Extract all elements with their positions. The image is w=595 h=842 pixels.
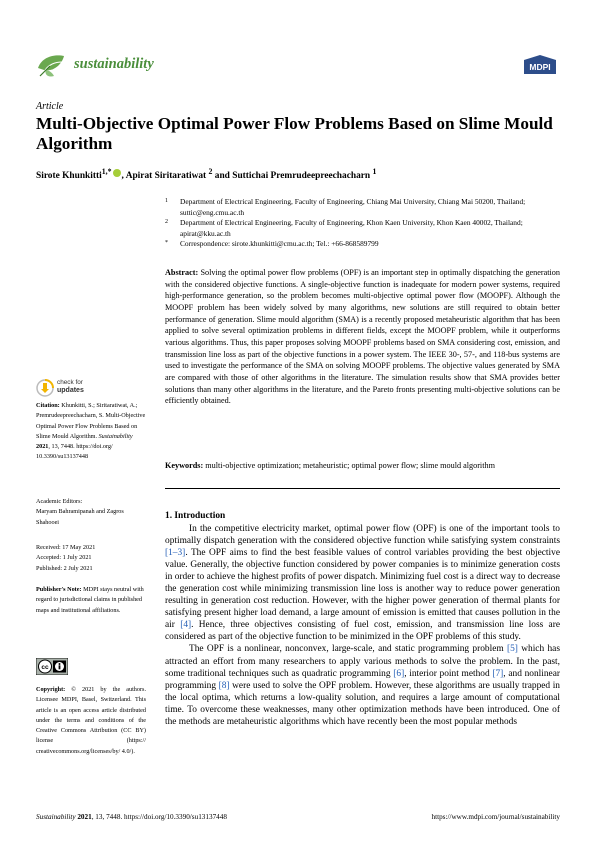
- citation-text: Khunkitti, S.; Siritaratiwat, A.; Premrudeepreechacharn, S. Multi-Objective Optimal Power Flow Problems Based on Slime Mould Algorithm.: [36, 402, 146, 440]
- cc-by-license-icon[interactable]: [36, 658, 68, 675]
- editors-names: Maryam Bahramipanah and Zagros Shahooei: [36, 508, 124, 526]
- introduction-body: [165, 523, 560, 728]
- check-for-updates-badge[interactable]: [36, 376, 136, 402]
- publication-dates: [36, 543, 146, 574]
- affiliation-text: Department of Electrical Engineering, Faculty of Engineering, Khon Kaen University, Khon Kaen 40002, Thailand; apirat@kku.ac.th: [180, 218, 523, 238]
- pubnote-text: MDPI stays neutral with regard to jurisdictional claims in published maps and institutional affiliations.: [36, 586, 144, 614]
- keywords: [165, 460, 560, 471]
- check-updates-icon: [36, 378, 54, 398]
- paragraph-text: which has attracted an effort from many researchers to apply various methods to solve the problem. In the past, some traditional techniques such as quadratic programming: [165, 644, 560, 679]
- paragraph-text: . The OPF aims to find the best feasible values of control variables providing the best objective value. Generally, the objective function considered by power companies is to minimize generation costs in order to achieve the highest profits of power dispatch. Minimizing fuel cost is a direct way to decrease the generation cost while minimizing transmission line loss is another way to reduce power generation resulting in generation cost reduction. However, with the higher power generation of thermal plants for satisfying present higher load demand, a large amount of emission is emitted that causes pollution in the air: [165, 548, 560, 631]
- leaf-logo-icon: [36, 50, 68, 80]
- paragraph-text: The OPF is a nonlinear, nonconvex, large-scale, and static programming problem: [189, 644, 507, 655]
- journal-header: [36, 50, 560, 80]
- copyright-text: © 2021 by the authors. Licensee MDPI, Basel, Switzerland. This article is an open access article distributed under the terms and conditions of the Creative Commons Attribution (CC BY) license (https:// creativecommons.org/licenses/by/ 4.0/).: [36, 686, 147, 755]
- affiliation-marker: 1,*: [101, 167, 112, 176]
- orcid-icon[interactable]: [113, 169, 121, 177]
- intro-paragraph-2: [165, 643, 560, 727]
- accepted-date: Accepted: 1 July 2021: [36, 554, 92, 562]
- citation-link[interactable]: [7]: [492, 668, 504, 679]
- copyright-label: Copyright:: [36, 686, 66, 693]
- affiliations: [165, 197, 560, 250]
- published-date: Published: 2 July 2021: [36, 564, 93, 572]
- check-updates-text: [57, 379, 84, 394]
- editors-label: Academic Editors:: [36, 498, 83, 505]
- publisher-note: [36, 585, 146, 616]
- journal-name[interactable]: sustainability: [74, 56, 154, 72]
- affiliation-text: Department of Electrical Engineering, Faculty of Engineering, Chiang Mai University, Chiang Mai 50200, Thailand; suttic@eng.cmu.ac.th: [180, 197, 526, 217]
- author-list: [36, 167, 376, 181]
- footer-year: 2021: [77, 813, 92, 821]
- paragraph-text: , interior point method: [404, 668, 493, 679]
- article-type: Article: [36, 101, 64, 112]
- intro-paragraph-1: [165, 523, 560, 643]
- academic-editors: [36, 497, 146, 528]
- affiliation-mark: *: [165, 240, 168, 246]
- citation-link[interactable]: [5]: [506, 644, 518, 655]
- abstract-text: Solving the optimal power flow problems (OPF) is an important step in optimally dispatching the generation with the considered objective functions. A single-objective function is inadequate for modern power systems, required high-performance generation, so the problem becomes multi-objective optimal power flow (MOOPF). Although the MOOPF problem has been widely solved by many algorithms, new solutions are still required to obtain better performance of generation. Slime mould algorithm (SMA) is a recently proposed metaheuristic algorithm that has been applied to solve several optimization problems in different fields, except the MOOPF problem, while it outperforms various algorithms. Thus, this paper proposes solving MOOPF problems based on SMA considering cost, emission, and transmission line loss as part of the objective functions in a power system. The IEEE 30-, 57-, and 118-bus systems are used to investigate the performance of the SMA on solving MOOPF problems. The objective values generated by SMA are compared with those of other algorithms in the literature. The simulation results show that SMA provides better solutions than many other algorithms in the literature, and the Pareto fronts presenting multi-objective solutions can be efficiently obtained.: [165, 268, 560, 406]
- keywords-text: multi-objective optimization; metaheuristic; optimal power flow; slime mould algorithm: [205, 461, 495, 470]
- affiliation-mark: 2: [165, 219, 168, 225]
- page-footer: [36, 813, 560, 821]
- citation-doi[interactable]: , 13, 7448. https://doi.org/ 10.3390/su13137448: [36, 443, 113, 461]
- paragraph-text: In the competitive electricity market, optimal power flow (OPF) is one of the important tools to optimally dispatch generation with the considered objective function while satisfying system constraints: [165, 524, 560, 547]
- mdpi-logo-text: MDPI: [529, 62, 551, 72]
- keywords-label: Keywords:: [165, 461, 204, 470]
- affiliation-marker: 1: [372, 167, 377, 176]
- affiliation-item: [165, 239, 560, 250]
- divider: [165, 488, 560, 489]
- author-name[interactable]: , Apirat Siritaratiwat: [121, 171, 207, 182]
- citation-link[interactable]: [8]: [218, 680, 230, 691]
- citation-label: Citation:: [36, 402, 60, 409]
- abstract-label: Abstract:: [165, 268, 199, 277]
- footer-journal-url[interactable]: https://www.mdpi.com/journal/sustainability: [431, 813, 560, 821]
- affiliation-text: Correspondence: sirote.khunkitti@cmu.ac.th; Tel.: +66-868589799: [180, 239, 379, 248]
- abstract: [165, 267, 560, 407]
- citation-year: 2021: [36, 443, 49, 451]
- footer-doi[interactable]: , 13, 7448. https://doi.org/10.3390/su13137448: [91, 813, 227, 821]
- author-name[interactable]: Sirote Khunkitti: [36, 171, 102, 182]
- section-heading: 1. Introduction: [165, 511, 226, 521]
- copyright-notice: [36, 685, 146, 757]
- check-updates-line2: updates: [57, 386, 84, 394]
- mdpi-logo-icon[interactable]: [520, 54, 560, 76]
- paragraph-text: were used to solve the OPF problem. However, these algorithms are usually trapped in the local optima, which returns a low-quality solution, and requires a large amount of computational time. To overcome these weaknesses, many other optimization methods have been introduced. One of the methods are metaheuristic algorithms which have recently been the most popular methods: [165, 680, 560, 727]
- citation-journal: Sustainability: [98, 432, 133, 440]
- affiliation-item: [165, 218, 560, 239]
- article-title: Multi-Objective Optimal Power Flow Problems Based on Slime Mould Algorithm: [36, 114, 553, 153]
- citation-link[interactable]: [4]: [180, 620, 192, 631]
- received-date: Received: 17 May 2021: [36, 544, 96, 551]
- paragraph-text: . Hence, three objectives consisting of fuel cost, emission, and transmission line loss are considered as part of the objective function to be minimized in the OPF problems of this study.: [165, 620, 560, 643]
- check-updates-line1: check for: [57, 379, 83, 386]
- affiliation-mark: 1: [165, 198, 168, 204]
- paragraph-text: , and nonlinear programming: [165, 668, 560, 691]
- footer-journal: Sustainability: [36, 813, 76, 821]
- citation-link[interactable]: [1–3]: [165, 548, 186, 559]
- citation: [36, 401, 146, 463]
- citation-link[interactable]: [6]: [393, 668, 405, 679]
- author-name[interactable]: and Suttichai Premrudeepreechacharn: [212, 171, 371, 182]
- cc-badge-text: cc: [41, 664, 49, 672]
- affiliation-item: [165, 197, 560, 218]
- pubnote-label: Publisher's Note:: [36, 586, 82, 593]
- affiliation-marker: 2: [208, 167, 213, 176]
